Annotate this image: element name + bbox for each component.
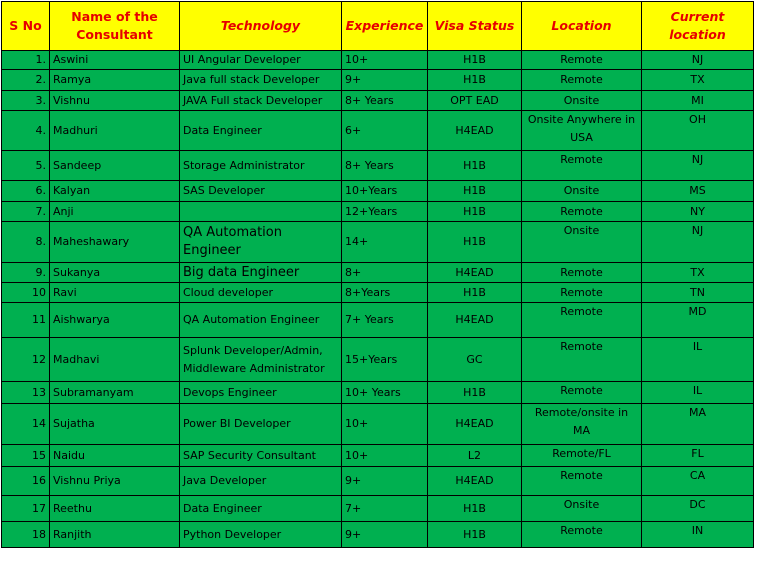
table-cell-visa-status: H1B bbox=[428, 70, 522, 91]
table-cell-sno: 9. bbox=[2, 263, 50, 283]
table-cell-name: Aishwarya bbox=[50, 303, 180, 338]
table-cell-current-location: IL bbox=[642, 382, 754, 404]
table-row bbox=[2, 496, 754, 522]
table-cell-sno: 8. bbox=[2, 222, 50, 263]
table-cell-experience: 9+ bbox=[342, 522, 428, 548]
table-cell-technology: Splunk Developer/Admin, Middleware Administrator bbox=[180, 338, 342, 382]
table-cell-experience: 9+ bbox=[342, 70, 428, 91]
table-cell-current-location: IL bbox=[642, 338, 754, 382]
table-cell-name: Madhavi bbox=[50, 338, 180, 382]
table-cell-technology: QA Automation Engineer bbox=[180, 222, 342, 263]
table-cell-location: Onsite bbox=[522, 91, 642, 111]
table-cell-experience: 7+ bbox=[342, 496, 428, 522]
table-cell-technology: SAP Security Consultant bbox=[180, 445, 342, 467]
table-cell-experience: 15+Years bbox=[342, 338, 428, 382]
header-visa-status: Visa Status bbox=[428, 2, 522, 51]
table-cell-experience: 7+ Years bbox=[342, 303, 428, 338]
table-cell-visa-status: H1B bbox=[428, 496, 522, 522]
table-cell-name: Madhuri bbox=[50, 111, 180, 151]
table-cell-experience: 8+ Years bbox=[342, 151, 428, 181]
table-cell-current-location: TX bbox=[642, 263, 754, 283]
table-cell-visa-status: H4EAD bbox=[428, 111, 522, 151]
table-cell-technology: Cloud developer bbox=[180, 283, 342, 303]
table-cell-sno: 16 bbox=[2, 467, 50, 496]
table-cell-experience: 14+ bbox=[342, 222, 428, 263]
table-row bbox=[2, 522, 754, 548]
table-cell-experience: 10+Years bbox=[342, 181, 428, 202]
table-cell-experience: 8+ bbox=[342, 263, 428, 283]
table-cell-location: Remote bbox=[522, 202, 642, 222]
table-cell-current-location: CA bbox=[642, 467, 754, 496]
table-cell-sno: 15 bbox=[2, 445, 50, 467]
table-cell-name: Naidu bbox=[50, 445, 180, 467]
table-cell-current-location: TX bbox=[642, 70, 754, 91]
table-cell-technology: Java Developer bbox=[180, 467, 342, 496]
table-cell-visa-status: H1B bbox=[428, 382, 522, 404]
table-cell-sno: 2. bbox=[2, 70, 50, 91]
table-row bbox=[2, 202, 754, 222]
header-sno: S No bbox=[2, 2, 50, 51]
table-cell-visa-status: H1B bbox=[428, 522, 522, 548]
table-cell-current-location: MA bbox=[642, 404, 754, 445]
table-cell-location: Remote bbox=[522, 467, 642, 496]
table-cell-name: Maheshawary bbox=[50, 222, 180, 263]
table-cell-name: Reethu bbox=[50, 496, 180, 522]
table-cell-location: Remote bbox=[522, 283, 642, 303]
table-cell-sno: 17 bbox=[2, 496, 50, 522]
table-cell-technology: JAVA Full stack Developer bbox=[180, 91, 342, 111]
table-cell-visa-status: H1B bbox=[428, 202, 522, 222]
header-location: Location bbox=[522, 2, 642, 51]
table-cell-technology bbox=[180, 202, 342, 222]
header-name: Name of the Consultant bbox=[50, 2, 180, 51]
table-cell-current-location: NY bbox=[642, 202, 754, 222]
table-cell-visa-status: H4EAD bbox=[428, 467, 522, 496]
table-cell-location: Onsite Anywhere in USA bbox=[522, 111, 642, 151]
table-row bbox=[2, 91, 754, 111]
table-row bbox=[2, 111, 754, 151]
table-cell-location: Remote bbox=[522, 151, 642, 181]
table-cell-name: Ravi bbox=[50, 283, 180, 303]
table-row bbox=[2, 263, 754, 283]
table-cell-name: Sujatha bbox=[50, 404, 180, 445]
header-technology: Technology bbox=[180, 2, 342, 51]
table-cell-sno: 11 bbox=[2, 303, 50, 338]
table-cell-name: Sandeep bbox=[50, 151, 180, 181]
table-cell-visa-status: H4EAD bbox=[428, 404, 522, 445]
table-cell-location: Remote bbox=[522, 51, 642, 70]
table-cell-location: Remote/onsite in MA bbox=[522, 404, 642, 445]
table-cell-sno: 7. bbox=[2, 202, 50, 222]
table-cell-experience: 10+ bbox=[342, 51, 428, 70]
table-cell-technology: SAS Developer bbox=[180, 181, 342, 202]
table-cell-name: Sukanya bbox=[50, 263, 180, 283]
table-cell-experience: 8+ Years bbox=[342, 91, 428, 111]
table-row bbox=[2, 151, 754, 181]
table-cell-current-location: MI bbox=[642, 91, 754, 111]
table-cell-technology: Java full stack Developer bbox=[180, 70, 342, 91]
table-cell-current-location: FL bbox=[642, 445, 754, 467]
table-cell-sno: 3. bbox=[2, 91, 50, 111]
table-cell-technology: Data Engineer bbox=[180, 111, 342, 151]
table-cell-technology: UI Angular Developer bbox=[180, 51, 342, 70]
table-cell-sno: 1. bbox=[2, 51, 50, 70]
table-cell-location: Onsite bbox=[522, 181, 642, 202]
table-cell-sno: 10 bbox=[2, 283, 50, 303]
table-cell-location: Remote bbox=[522, 382, 642, 404]
table-cell-location: Remote bbox=[522, 70, 642, 91]
table-cell-location: Onsite bbox=[522, 222, 642, 263]
table-row bbox=[2, 404, 754, 445]
table-body bbox=[2, 51, 754, 548]
table-cell-location: Remote bbox=[522, 338, 642, 382]
table-cell-visa-status: L2 bbox=[428, 445, 522, 467]
table-cell-name: Subramanyam bbox=[50, 382, 180, 404]
table-cell-technology: Data Engineer bbox=[180, 496, 342, 522]
table-cell-location: Remote bbox=[522, 522, 642, 548]
table-cell-technology: Big data Engineer bbox=[180, 263, 342, 283]
header-experience: Experience bbox=[342, 2, 428, 51]
table-cell-current-location: MS bbox=[642, 181, 754, 202]
table-cell-sno: 13 bbox=[2, 382, 50, 404]
table-cell-experience: 10+ bbox=[342, 404, 428, 445]
table-cell-sno: 14 bbox=[2, 404, 50, 445]
table-cell-experience: 10+ bbox=[342, 445, 428, 467]
table-cell-technology: Storage Administrator bbox=[180, 151, 342, 181]
table-cell-technology: Power BI Developer bbox=[180, 404, 342, 445]
table-row bbox=[2, 303, 754, 338]
table-cell-technology: Devops Engineer bbox=[180, 382, 342, 404]
table-cell-name: Anji bbox=[50, 202, 180, 222]
table-cell-location: Remote bbox=[522, 303, 642, 338]
table-cell-technology: QA Automation Engineer bbox=[180, 303, 342, 338]
table-cell-location: Remote/FL bbox=[522, 445, 642, 467]
header-row bbox=[2, 2, 754, 51]
table-row bbox=[2, 222, 754, 263]
table-cell-experience: 6+ bbox=[342, 111, 428, 151]
table-cell-current-location: DC bbox=[642, 496, 754, 522]
table-row bbox=[2, 70, 754, 91]
table-cell-name: Vishnu bbox=[50, 91, 180, 111]
table-cell-visa-status: OPT EAD bbox=[428, 91, 522, 111]
table-row bbox=[2, 338, 754, 382]
table-row bbox=[2, 467, 754, 496]
table-cell-name: Vishnu Priya bbox=[50, 467, 180, 496]
header-current-location: Current location bbox=[642, 2, 754, 51]
table-cell-visa-status: H1B bbox=[428, 151, 522, 181]
table-cell-current-location: OH bbox=[642, 111, 754, 151]
table-cell-current-location: NJ bbox=[642, 51, 754, 70]
table-cell-name: Ramya bbox=[50, 70, 180, 91]
table-row bbox=[2, 181, 754, 202]
table-cell-experience: 9+ bbox=[342, 467, 428, 496]
table-cell-location: Onsite bbox=[522, 496, 642, 522]
table-cell-experience: 12+Years bbox=[342, 202, 428, 222]
table-cell-current-location: MD bbox=[642, 303, 754, 338]
table-cell-technology: Python Developer bbox=[180, 522, 342, 548]
table-cell-current-location: TN bbox=[642, 283, 754, 303]
table-row bbox=[2, 283, 754, 303]
table-cell-visa-status: H1B bbox=[428, 51, 522, 70]
table-row bbox=[2, 51, 754, 70]
table-cell-visa-status: GC bbox=[428, 338, 522, 382]
table-cell-name: Ranjith bbox=[50, 522, 180, 548]
table-cell-location: Remote bbox=[522, 263, 642, 283]
table-cell-visa-status: H4EAD bbox=[428, 263, 522, 283]
table-row bbox=[2, 445, 754, 467]
consultant-table bbox=[1, 1, 754, 548]
table-cell-sno: 5. bbox=[2, 151, 50, 181]
table-cell-visa-status: H1B bbox=[428, 283, 522, 303]
table-cell-sno: 12 bbox=[2, 338, 50, 382]
table-cell-visa-status: H1B bbox=[428, 222, 522, 263]
table-row bbox=[2, 382, 754, 404]
table-cell-visa-status: H1B bbox=[428, 181, 522, 202]
table-cell-name: Aswini bbox=[50, 51, 180, 70]
table-cell-sno: 18 bbox=[2, 522, 50, 548]
table-cell-visa-status: H4EAD bbox=[428, 303, 522, 338]
table-cell-sno: 6. bbox=[2, 181, 50, 202]
table-cell-current-location: NJ bbox=[642, 151, 754, 181]
table-cell-current-location: NJ bbox=[642, 222, 754, 263]
table-cell-name: Kalyan bbox=[50, 181, 180, 202]
table-cell-experience: 10+ Years bbox=[342, 382, 428, 404]
table-cell-current-location: IN bbox=[642, 522, 754, 548]
table-cell-experience: 8+Years bbox=[342, 283, 428, 303]
table-cell-sno: 4. bbox=[2, 111, 50, 151]
